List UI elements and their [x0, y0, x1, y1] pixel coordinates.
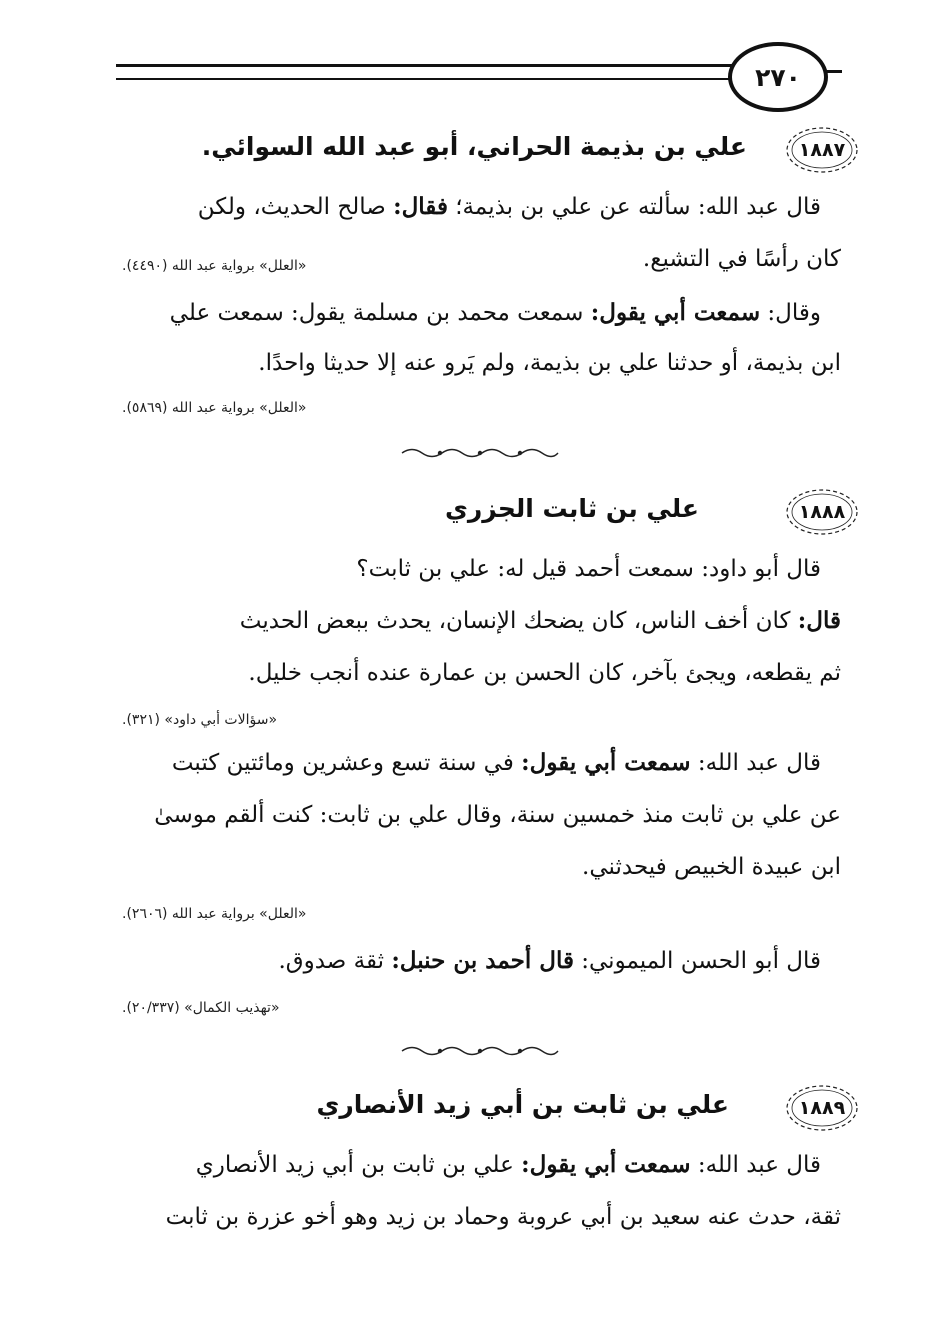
entry-number-badge	[785, 488, 859, 536]
text-line: ثم يقطعه، ويجئ بآخر، كان الحسن بن عمارة عنده أنجب خليل.	[248, 660, 841, 686]
text-line	[240, 604, 841, 638]
header-rule	[116, 64, 734, 67]
text-line	[198, 190, 821, 224]
entry-number-badge	[785, 1084, 859, 1132]
source-citation: «العلل» برواية عبد الله (٢٦٠٦).	[122, 906, 307, 922]
bold-span: فقال:	[393, 193, 448, 220]
text-line	[278, 944, 821, 978]
text-span: قال عبد الله: سألته عن علي بن بذيمة؛	[455, 194, 821, 220]
text-line	[170, 296, 821, 330]
entry-header-1887	[120, 124, 859, 184]
header-rule-lower	[116, 78, 734, 80]
source-citation: «العلل» برواية عبد الله (٥٨٦٩).	[122, 400, 307, 416]
entry-number: ١٨٨٩	[798, 1097, 846, 1119]
bold-span: سمعت أبي يقول:	[590, 299, 761, 326]
text-span: صالح الحديث، ولكن	[197, 194, 386, 220]
text-span: في سنة تسع وعشرين ومائتين كتبت	[171, 750, 514, 776]
text-span: وقال:	[767, 300, 821, 326]
entry-header-1889	[120, 1082, 859, 1142]
text-span: سمعت محمد بن مسلمة يقول: سمعت علي	[169, 300, 584, 326]
text-line: ابن بذيمة، أو حدثنا علي بن بذيمة، ولم يَرو عنه إلا حديثا واحدًا.	[258, 350, 841, 376]
section-divider-ornament	[400, 446, 560, 460]
text-line: ثقة، حدث عنه سعيد بن أبي عروبة وحماد بن زيد وهو أخو عزرة بن ثابت	[165, 1204, 841, 1230]
bold-span: قال:	[797, 607, 841, 634]
entry-title: علي بن بذيمة الحراني، أبو عبد الله السوائي.	[201, 132, 747, 161]
text-span: قال أبو الحسن الميموني:	[581, 948, 821, 974]
entry-header-1888	[120, 486, 859, 546]
entry-title: علي بن ثابت بن أبي زيد الأنصاري	[316, 1090, 729, 1119]
text-span: كان أخف الناس، كان يضحك الإنسان، يحدث ببعض الحديث	[239, 608, 791, 634]
text-span: قال عبد الله:	[697, 1152, 821, 1178]
text-span: قال عبد الله:	[697, 750, 821, 776]
source-citation: «العلل» برواية عبد الله (٤٤٩٠).	[122, 258, 307, 274]
entry-number: ١٨٨٧	[798, 139, 846, 161]
page-number: ٢٧٠	[728, 42, 828, 112]
source-citation: «تهذيب الكمال» (٢٠/٣٣٧).	[122, 1000, 280, 1016]
text-line	[196, 1148, 821, 1182]
bold-span: سمعت أبي يقول:	[521, 749, 691, 776]
text-span: ثقة صدوق.	[278, 948, 384, 974]
text-line: كان رأسًا في التشيع.	[642, 246, 841, 272]
text-line	[172, 746, 821, 780]
entry-number-badge	[785, 126, 859, 174]
section-divider-ornament	[400, 1044, 560, 1058]
source-citation: «سؤالات أبي داود» (٣٢١).	[122, 712, 278, 728]
bold-span: سمعت أبي يقول:	[521, 1151, 691, 1178]
entry-title: علي بن ثابت الجزري	[444, 494, 699, 523]
text-span: علي بن ثابت بن أبي زيد الأنصاري	[195, 1152, 514, 1178]
bold-span: قال أحمد بن حنبل:	[391, 947, 574, 974]
text-line: عن علي بن ثابت منذ خمسين سنة، وقال علي بن ثابت: كنت ألقم موسىٰ	[154, 802, 841, 828]
text-line: قال أبو داود: سمعت أحمد قيل له: علي بن ثابت؟	[356, 556, 821, 582]
entry-number: ١٨٨٨	[798, 501, 846, 523]
text-line: ابن عبيدة الخبيص فيحدثني.	[582, 854, 841, 880]
